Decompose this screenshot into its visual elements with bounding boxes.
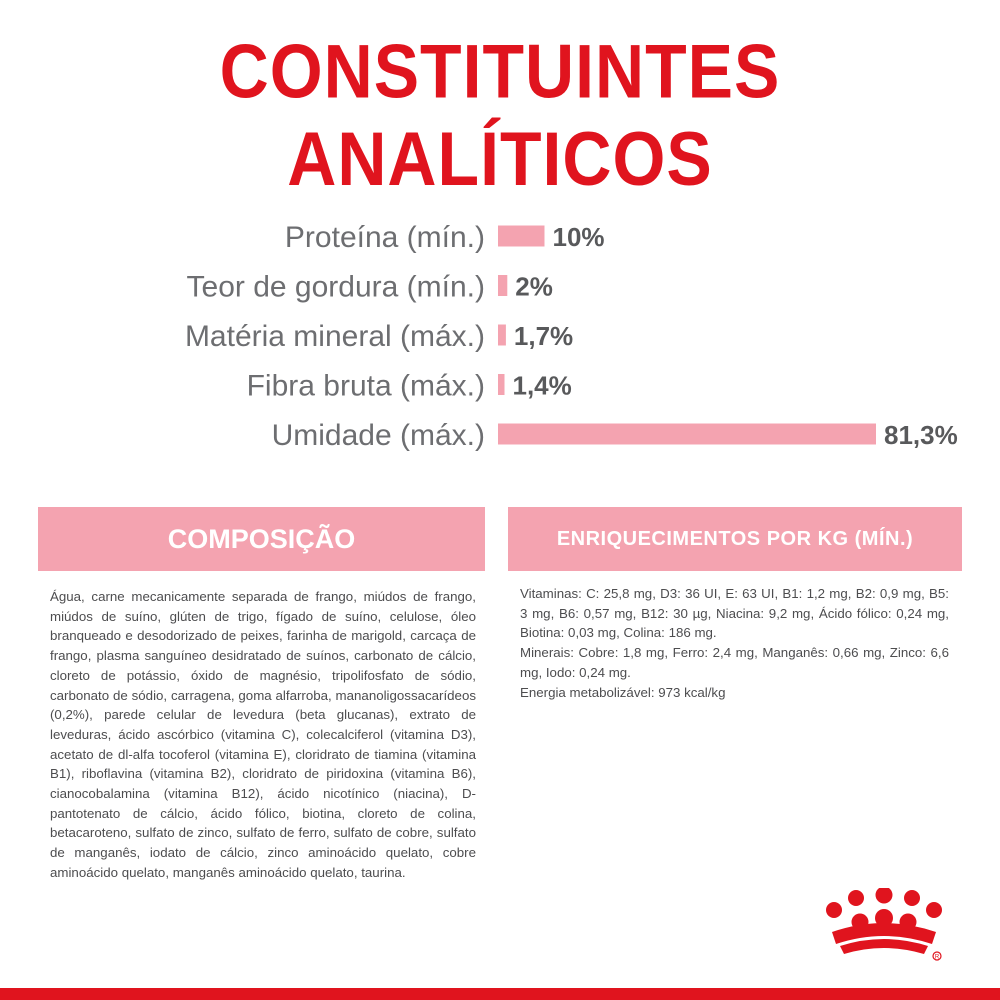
value-label: 10% (552, 222, 605, 252)
value-label: 81,3% (884, 420, 958, 450)
page-title: CONSTITUINTES ANALÍTICOS (219, 29, 781, 202)
category-label: Teor de gordura (mín.) (186, 270, 485, 304)
bar (498, 325, 506, 346)
svg-text:R: R (934, 954, 940, 961)
vitamins-line: Vitaminas: C: 25,8 mg, D3: 36 UI, E: 63 UI, B1: 1,2 mg, B2: 0,9 mg, B5: 3 mg, B6: 0,57 mg, B12: 30 µg, Niacina: 9,2 mg, Ácido fólico: 0,24 mg, Biotina: 0,03 mg, Colina: 186 mg. (520, 586, 949, 641)
bar (498, 275, 507, 296)
bar (498, 226, 544, 247)
enrichments-header: ENRIQUECIMENTOS POR KG (MÍN.) (508, 507, 962, 571)
bar (498, 424, 876, 445)
royal-crown-logo (820, 888, 948, 964)
category-label: Umidade (máx.) (271, 419, 485, 452)
category-label: Matéria mineral (máx.) (184, 320, 485, 353)
value-label: 2% (515, 271, 553, 302)
composition-paragraph: Água, carne mecanicamente separada de frango, miúdos de frango, miúdos de suíno, glúten de trigo, fígado de suíno, celulose, óleo branqueado e desodorizado de peixes, farinha de marigold, carcaça de frango, plasma sanguíneo desidratado de suínos, carbonato de cálcio, cloreto de potássio, óxido de magnésio, tripolifosfato de sódio, carbonato de sódio, carragena, goma alfarroba, mananoligossacarídeos (0,2%), parede celular de levedura (beta glucanas), extrato de leveduras, ácido ascórbico (vitamina C), colecalciferol (vitamina D3), acetato de dl-alfa tocoferol (vitamina E), cloridrato de tiamina (vitamina B1), riboflavina (vitamina B2), cloridrato de piridoxina (vitamina B6), cianocobalamina (vitamina B12), ácido nicotínico (niacina), D-pantotenato de cálcio, ácido fólico, biotina, cloreto de colina, betacaroteno, sulfato de zinco, sulfato de ferro, sulfato de cobre, sulfato de manganês, iodato de cálcio, zinco aminoácido quelato, cobre aminoácido quelato, manganês aminoácido quelato, taurina. (50, 589, 476, 880)
value-label: 1,4% (512, 370, 572, 401)
enrichments-text (520, 584, 949, 702)
energy-line: Energia metabolizável: 973 kcal/kg (520, 684, 726, 700)
minerals-line: Minerais: Cobre: 1,8 mg, Ferro: 2,4 mg, Manganês: 0,66 mg, Zinco: 6,6 mg, Iodo: 0,24 mg. (520, 645, 949, 680)
category-label: Fibra bruta (máx.) (246, 369, 485, 403)
composition-text (50, 587, 476, 883)
value-label: 1,7% (513, 321, 574, 351)
composition-header: COMPOSIÇÃO (38, 507, 485, 571)
bar (498, 374, 505, 395)
analytical-constituents-chart (0, 200, 1000, 470)
bottom-brand-bar (0, 988, 1000, 1000)
category-label: Proteína (mín.) (284, 221, 485, 254)
